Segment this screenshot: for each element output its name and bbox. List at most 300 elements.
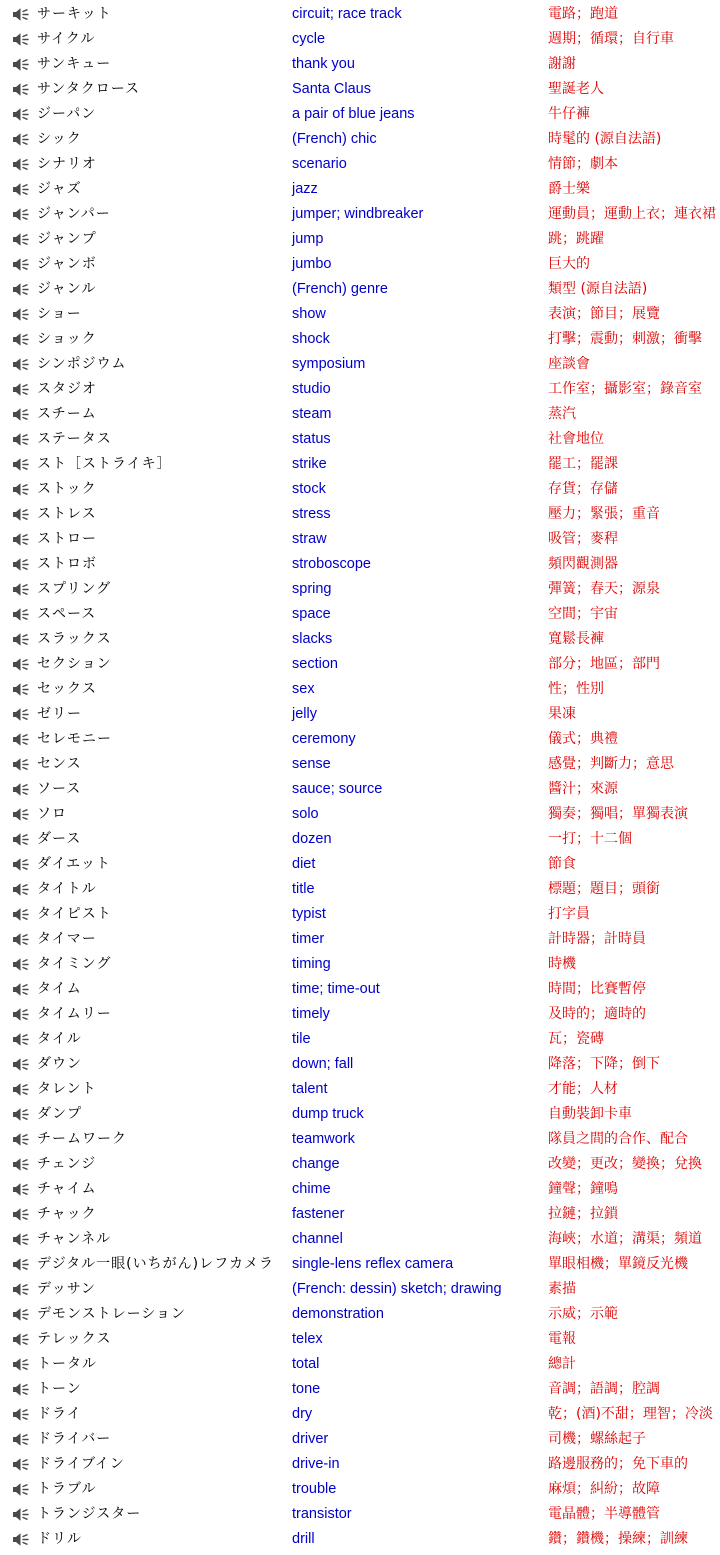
japanese-word: シナリオ (37, 156, 97, 172)
japanese-word: チェンジ (37, 1156, 97, 1172)
vocabulary-list (0, 2, 720, 1552)
chinese-meaning: 牛仔褲 (548, 106, 590, 122)
list-item (0, 252, 720, 277)
chinese-meaning: 電晶體；半導體管 (548, 1506, 660, 1522)
speaker-icon[interactable] (12, 1382, 29, 1397)
chinese-meaning: 吸管；麥稈 (548, 531, 618, 547)
chinese-meaning: 總計 (548, 1356, 576, 1372)
speaker-icon[interactable] (12, 1482, 29, 1497)
list-item (0, 1277, 720, 1302)
japanese-word: ドライバー (37, 1431, 112, 1447)
english-meaning-link[interactable]: studio (292, 381, 331, 397)
speaker-icon[interactable] (12, 832, 29, 847)
english-meaning-link[interactable]: jump (292, 231, 324, 247)
japanese-word: タイル (37, 1031, 82, 1047)
speaker-icon[interactable] (12, 932, 29, 947)
speaker-icon[interactable] (12, 1307, 29, 1322)
japanese-word: シック (37, 131, 82, 147)
speaker-icon[interactable] (12, 1132, 29, 1147)
english-meaning-link[interactable]: a pair of blue jeans (292, 106, 415, 122)
speaker-icon[interactable] (12, 757, 29, 772)
chinese-meaning: 路邊服務的；免下車的 (548, 1456, 688, 1472)
english-meaning-link[interactable]: space (292, 606, 331, 622)
english-meaning-link[interactable]: circuit; race track (292, 6, 402, 22)
english-meaning-link[interactable]: steam (292, 406, 332, 422)
japanese-word: デッサン (37, 1281, 97, 1297)
chinese-meaning: 才能；人材 (548, 1081, 618, 1097)
japanese-word: ソース (37, 781, 82, 797)
chinese-meaning: 及時的；適時的 (548, 1006, 646, 1022)
english-meaning-link[interactable]: stock (292, 481, 326, 497)
list-item (0, 802, 720, 827)
list-item (0, 1377, 720, 1402)
english-meaning-link[interactable]: demonstration (292, 1306, 384, 1322)
japanese-word: セクション (37, 656, 112, 672)
english-meaning-link[interactable]: transistor (292, 1506, 352, 1522)
english-meaning-link[interactable]: cycle (292, 31, 326, 47)
english-meaning-link[interactable]: jazz (292, 181, 318, 197)
english-meaning-link[interactable]: section (292, 656, 338, 672)
japanese-word: スプリング (37, 581, 112, 597)
chinese-meaning: 工作室；攝影室；錄音室 (548, 381, 702, 397)
list-item (0, 527, 720, 552)
japanese-word: ショー (37, 306, 82, 322)
japanese-word: サンタクロース (37, 81, 141, 97)
chinese-meaning: 寬鬆長褲 (548, 631, 604, 647)
chinese-meaning: 鑽；鑽機；操練；訓練 (548, 1531, 688, 1547)
japanese-word: スラックス (37, 631, 112, 647)
list-item (0, 1027, 720, 1052)
speaker-icon[interactable] (12, 282, 29, 297)
speaker-icon[interactable] (12, 357, 29, 372)
english-meaning-link[interactable]: sex (292, 681, 315, 697)
english-meaning-link[interactable]: teamwork (292, 1131, 355, 1147)
speaker-icon[interactable] (12, 1407, 29, 1422)
japanese-word: ドライ (37, 1406, 82, 1422)
speaker-icon[interactable] (12, 582, 29, 597)
japanese-word: チャック (37, 1206, 97, 1222)
list-item (0, 52, 720, 77)
japanese-word: タイム (37, 981, 82, 997)
speaker-icon[interactable] (12, 32, 29, 47)
japanese-word: タイマー (37, 931, 97, 947)
list-item (0, 102, 720, 127)
english-meaning-link[interactable]: (French) genre (292, 281, 388, 297)
english-meaning-link[interactable]: trouble (292, 1481, 337, 1497)
japanese-word: ストロボ (37, 556, 97, 572)
speaker-icon[interactable] (12, 132, 29, 147)
list-item (0, 202, 720, 227)
chinese-meaning: 頻閃觀測器 (548, 556, 618, 572)
english-meaning-link[interactable]: show (292, 306, 326, 322)
japanese-word: ステータス (37, 431, 112, 447)
speaker-icon[interactable] (12, 982, 29, 997)
speaker-icon[interactable] (12, 807, 29, 822)
english-meaning-link[interactable]: timer (292, 931, 325, 947)
speaker-icon[interactable] (12, 257, 29, 272)
chinese-meaning: 運動員；運動上衣；連衣裙 (548, 206, 716, 222)
list-item (0, 277, 720, 302)
speaker-icon[interactable] (12, 382, 29, 397)
japanese-word: サイクル (37, 31, 96, 47)
chinese-meaning: 一打；十二個 (548, 831, 632, 847)
chinese-meaning: 社會地位 (548, 431, 604, 447)
speaker-icon[interactable] (12, 907, 29, 922)
list-item (0, 327, 720, 352)
japanese-word: スチーム (37, 406, 97, 422)
english-meaning-link[interactable]: sauce; source (292, 781, 383, 797)
speaker-icon[interactable] (12, 1107, 29, 1122)
list-item (0, 127, 720, 152)
japanese-word: スト［ストライキ］ (37, 456, 172, 472)
list-item (0, 627, 720, 652)
chinese-meaning: 時髦的 (源自法語) (548, 131, 662, 147)
list-item (0, 1527, 720, 1552)
japanese-word: ジャズ (37, 181, 82, 197)
chinese-meaning: 巨大的 (548, 256, 590, 272)
chinese-meaning: 爵士樂 (548, 181, 590, 197)
english-meaning-link[interactable]: total (292, 1356, 320, 1372)
english-meaning-link[interactable]: (French: dessin) sketch; drawing (292, 1281, 502, 1297)
chinese-meaning: 果凍 (548, 706, 576, 722)
japanese-word: セックス (37, 681, 97, 697)
japanese-word: ストック (37, 481, 97, 497)
chinese-meaning: 計時器；計時員 (548, 931, 646, 947)
speaker-icon[interactable] (12, 1332, 29, 1347)
chinese-meaning: 音調；語調；腔調 (548, 1381, 660, 1397)
speaker-icon[interactable] (12, 1057, 29, 1072)
list-item (0, 1302, 720, 1327)
japanese-word: ジーパン (37, 106, 97, 122)
japanese-word: センス (37, 756, 82, 772)
speaker-icon[interactable] (12, 1457, 29, 1472)
chinese-meaning: 鐘聲；鐘鳴 (548, 1181, 618, 1197)
list-item (0, 302, 720, 327)
list-item (0, 452, 720, 477)
speaker-icon[interactable] (12, 307, 29, 322)
list-item (0, 1077, 720, 1102)
chinese-meaning: 聖誕老人 (548, 81, 604, 97)
english-meaning-link[interactable]: timing (292, 956, 331, 972)
speaker-icon[interactable] (12, 732, 29, 747)
list-item (0, 1052, 720, 1077)
list-item (0, 677, 720, 702)
chinese-meaning: 性；性別 (548, 681, 604, 697)
list-item (0, 377, 720, 402)
speaker-icon[interactable] (12, 232, 29, 247)
english-meaning-link[interactable]: ceremony (292, 731, 356, 747)
list-item (0, 1202, 720, 1227)
list-item (0, 152, 720, 177)
list-item (0, 2, 720, 27)
chinese-meaning: 拉鏈；拉鎖 (548, 1206, 618, 1222)
japanese-word: スタジオ (37, 381, 97, 397)
speaker-icon[interactable] (12, 882, 29, 897)
english-meaning-link[interactable]: dry (292, 1406, 313, 1422)
speaker-icon[interactable] (12, 607, 29, 622)
chinese-meaning: 週期；循環；自行車 (548, 31, 674, 47)
chinese-meaning: 素描 (548, 1281, 576, 1297)
list-item (0, 902, 720, 927)
speaker-icon[interactable] (12, 1507, 29, 1522)
chinese-meaning: 降落；下降；倒下 (548, 1056, 660, 1072)
english-meaning-link[interactable]: thank you (292, 56, 355, 72)
list-item (0, 1327, 720, 1352)
speaker-icon[interactable] (12, 632, 29, 647)
japanese-word: トータル (37, 1356, 97, 1372)
list-item (0, 1127, 720, 1152)
chinese-meaning: 海峽；水道；溝渠；頻道 (548, 1231, 702, 1247)
english-meaning-link[interactable]: jelly (292, 706, 317, 722)
chinese-meaning: 獨奏；獨唱；單獨表演 (548, 806, 688, 822)
list-item (0, 827, 720, 852)
english-meaning-link[interactable]: Santa Claus (292, 81, 371, 97)
english-meaning-link[interactable]: chime (292, 1181, 331, 1197)
english-meaning-link[interactable]: dozen (292, 831, 332, 847)
english-meaning-link[interactable]: telex (292, 1331, 323, 1347)
japanese-word: ジャンル (37, 281, 97, 297)
chinese-meaning: 感覺；判斷力；意思 (548, 756, 674, 772)
speaker-icon[interactable] (12, 1182, 29, 1197)
japanese-word: タイミング (37, 956, 112, 972)
english-meaning-link[interactable]: slacks (292, 631, 333, 647)
speaker-icon[interactable] (12, 507, 29, 522)
english-meaning-link[interactable]: down; fall (292, 1056, 354, 1072)
english-meaning-link[interactable]: drive-in (292, 1456, 340, 1472)
speaker-icon[interactable] (12, 1232, 29, 1247)
japanese-word: タイピスト (37, 906, 112, 922)
chinese-meaning: 情節；劇本 (548, 156, 618, 172)
japanese-word: セレモニー (37, 731, 112, 747)
list-item (0, 427, 720, 452)
list-item (0, 777, 720, 802)
chinese-meaning: 打字員 (548, 906, 590, 922)
english-meaning-link[interactable]: jumbo (292, 256, 332, 272)
japanese-word: ジャンボ (37, 256, 97, 272)
english-meaning-link[interactable]: dump truck (292, 1106, 364, 1122)
japanese-word: チームワーク (37, 1131, 127, 1147)
japanese-word: スペース (37, 606, 97, 622)
speaker-icon[interactable] (12, 957, 29, 972)
chinese-meaning: 改變；更改；變換；兌換 (548, 1156, 702, 1172)
japanese-word: タイムリー (37, 1006, 112, 1022)
speaker-icon[interactable] (12, 157, 29, 172)
list-item (0, 502, 720, 527)
chinese-meaning: 自動裝卸卡車 (548, 1106, 632, 1122)
list-item (0, 977, 720, 1002)
english-meaning-link[interactable]: sense (292, 756, 331, 772)
english-meaning-link[interactable]: typist (292, 906, 326, 922)
english-meaning-link[interactable]: single-lens reflex camera (292, 1256, 454, 1272)
list-item (0, 927, 720, 952)
japanese-word: タレント (37, 1081, 97, 1097)
chinese-meaning: 表演；節目；展覽 (548, 306, 660, 322)
list-item (0, 1452, 720, 1477)
chinese-meaning: 乾；(酒)不甜；理智；冷淡 (548, 1406, 713, 1422)
chinese-meaning: 示威；示範 (548, 1306, 618, 1322)
speaker-icon[interactable] (12, 207, 29, 222)
english-meaning-link[interactable]: shock (292, 331, 330, 347)
english-meaning-link[interactable]: straw (292, 531, 327, 547)
list-item (0, 177, 720, 202)
english-meaning-link[interactable]: scenario (292, 156, 347, 172)
english-meaning-link[interactable]: symposium (292, 356, 366, 372)
chinese-meaning: 壓力；緊張；重音 (548, 506, 660, 522)
english-meaning-link[interactable]: talent (292, 1081, 328, 1097)
speaker-icon[interactable] (12, 1532, 29, 1547)
speaker-icon[interactable] (12, 82, 29, 97)
speaker-icon[interactable] (12, 782, 29, 797)
list-item (0, 1102, 720, 1127)
speaker-icon[interactable] (12, 1007, 29, 1022)
speaker-icon[interactable] (12, 407, 29, 422)
japanese-word: ダウン (37, 1056, 82, 1072)
speaker-icon[interactable] (12, 857, 29, 872)
speaker-icon[interactable] (12, 1282, 29, 1297)
speaker-icon[interactable] (12, 1432, 29, 1447)
list-item (0, 752, 720, 777)
chinese-meaning: 謝謝 (548, 56, 576, 72)
japanese-word: サンキュー (37, 56, 112, 72)
list-item (0, 852, 720, 877)
english-meaning-link[interactable]: solo (292, 806, 319, 822)
chinese-meaning: 麻煩；糾紛；故障 (548, 1481, 660, 1497)
english-meaning-link[interactable]: tile (292, 1031, 311, 1047)
japanese-word: デモンストレーション (37, 1306, 187, 1322)
english-meaning-link[interactable]: change (292, 1156, 340, 1172)
english-meaning-link[interactable]: status (292, 431, 331, 447)
list-item (0, 1152, 720, 1177)
speaker-icon[interactable] (12, 557, 29, 572)
chinese-meaning: 標題；題目；頭銜 (548, 881, 660, 897)
list-item (0, 1352, 720, 1377)
list-item (0, 552, 720, 577)
list-item (0, 1177, 720, 1202)
list-item (0, 1227, 720, 1252)
chinese-meaning: 瓦；瓷磚 (548, 1031, 604, 1047)
japanese-word: デジタル一眼(いちがん)レフカメラ (37, 1256, 274, 1272)
japanese-word: チャンネル (37, 1231, 112, 1247)
english-meaning-link[interactable]: jumper; windbreaker (292, 206, 424, 222)
chinese-meaning: 部分；地區；部門 (548, 656, 660, 672)
speaker-icon[interactable] (12, 107, 29, 122)
japanese-word: トランジスター (37, 1506, 142, 1522)
list-item (0, 402, 720, 427)
speaker-icon[interactable] (12, 1207, 29, 1222)
speaker-icon[interactable] (12, 1357, 29, 1372)
speaker-icon[interactable] (12, 707, 29, 722)
japanese-word: ダース (37, 831, 82, 847)
japanese-word: テレックス (37, 1331, 112, 1347)
speaker-icon[interactable] (12, 432, 29, 447)
english-meaning-link[interactable]: tone (292, 1381, 321, 1397)
list-item (0, 1402, 720, 1427)
japanese-word: ドリル (37, 1531, 82, 1547)
list-item (0, 727, 720, 752)
chinese-meaning: 時間；比賽暫停 (548, 981, 646, 997)
list-item (0, 1427, 720, 1452)
speaker-icon[interactable] (12, 657, 29, 672)
speaker-icon[interactable] (12, 332, 29, 347)
japanese-word: ジャンプ (37, 231, 97, 247)
japanese-word: トラブル (37, 1481, 97, 1497)
chinese-meaning: 彈簧；春天；源泉 (548, 581, 660, 597)
list-item (0, 27, 720, 52)
japanese-word: ダイエット (37, 856, 111, 872)
speaker-icon[interactable] (12, 182, 29, 197)
chinese-meaning: 座談會 (548, 356, 590, 372)
list-item (0, 952, 720, 977)
english-meaning-link[interactable]: time; time-out (292, 981, 380, 997)
list-item (0, 1252, 720, 1277)
chinese-meaning: 單眼相機；單鏡反光機 (548, 1256, 688, 1272)
english-meaning-link[interactable]: strike (292, 456, 327, 472)
speaker-icon[interactable] (12, 457, 29, 472)
list-item (0, 352, 720, 377)
list-item (0, 1002, 720, 1027)
speaker-icon[interactable] (12, 1082, 29, 1097)
list-item (0, 877, 720, 902)
speaker-icon[interactable] (12, 1032, 29, 1047)
english-meaning-link[interactable]: diet (292, 856, 316, 872)
english-meaning-link[interactable]: channel (292, 1231, 343, 1247)
speaker-icon[interactable] (12, 1257, 29, 1272)
speaker-icon[interactable] (12, 482, 29, 497)
chinese-meaning: 存貨；存儲 (548, 481, 618, 497)
english-meaning-link[interactable]: driver (292, 1431, 329, 1447)
speaker-icon[interactable] (12, 1157, 29, 1172)
chinese-meaning: 類型 (源自法語) (548, 281, 648, 297)
chinese-meaning: 空間；宇宙 (548, 606, 618, 622)
chinese-meaning: 司機；螺絲起子 (548, 1431, 646, 1447)
list-item (0, 1502, 720, 1527)
list-item (0, 602, 720, 627)
japanese-word: ショック (37, 331, 97, 347)
english-meaning-link[interactable]: stroboscope (292, 556, 371, 572)
japanese-word: ソロ (37, 806, 67, 822)
speaker-icon[interactable] (12, 682, 29, 697)
english-meaning-link[interactable]: drill (292, 1531, 315, 1547)
japanese-word: チャイム (37, 1181, 97, 1197)
english-meaning-link[interactable]: (French) chic (292, 131, 377, 147)
list-item (0, 1477, 720, 1502)
japanese-word: ストロー (37, 531, 97, 547)
japanese-word: シンポジウム (37, 356, 127, 372)
list-item (0, 477, 720, 502)
japanese-word: ジャンパー (37, 206, 111, 222)
english-meaning-link[interactable]: fastener (292, 1206, 345, 1222)
japanese-word: ゼリー (37, 706, 82, 722)
english-meaning-link[interactable]: stress (292, 506, 331, 522)
speaker-icon[interactable] (12, 57, 29, 72)
chinese-meaning: 跳；跳躍 (548, 231, 604, 247)
chinese-meaning: 電路；跑道 (548, 6, 618, 22)
list-item (0, 77, 720, 102)
chinese-meaning: 打擊；震動；刺激；衝擊 (548, 331, 702, 347)
english-meaning-link[interactable]: spring (292, 581, 332, 597)
list-item (0, 652, 720, 677)
chinese-meaning: 節食 (548, 856, 576, 872)
english-meaning-link[interactable]: timely (292, 1006, 330, 1022)
speaker-icon[interactable] (12, 7, 29, 22)
english-meaning-link[interactable]: title (292, 881, 315, 897)
japanese-word: タイトル (37, 881, 97, 897)
speaker-icon[interactable] (12, 532, 29, 547)
chinese-meaning: 電報 (548, 1331, 576, 1347)
list-item (0, 577, 720, 602)
japanese-word: ダンプ (37, 1106, 83, 1122)
chinese-meaning: 隊員之間的合作、配合 (548, 1131, 688, 1147)
